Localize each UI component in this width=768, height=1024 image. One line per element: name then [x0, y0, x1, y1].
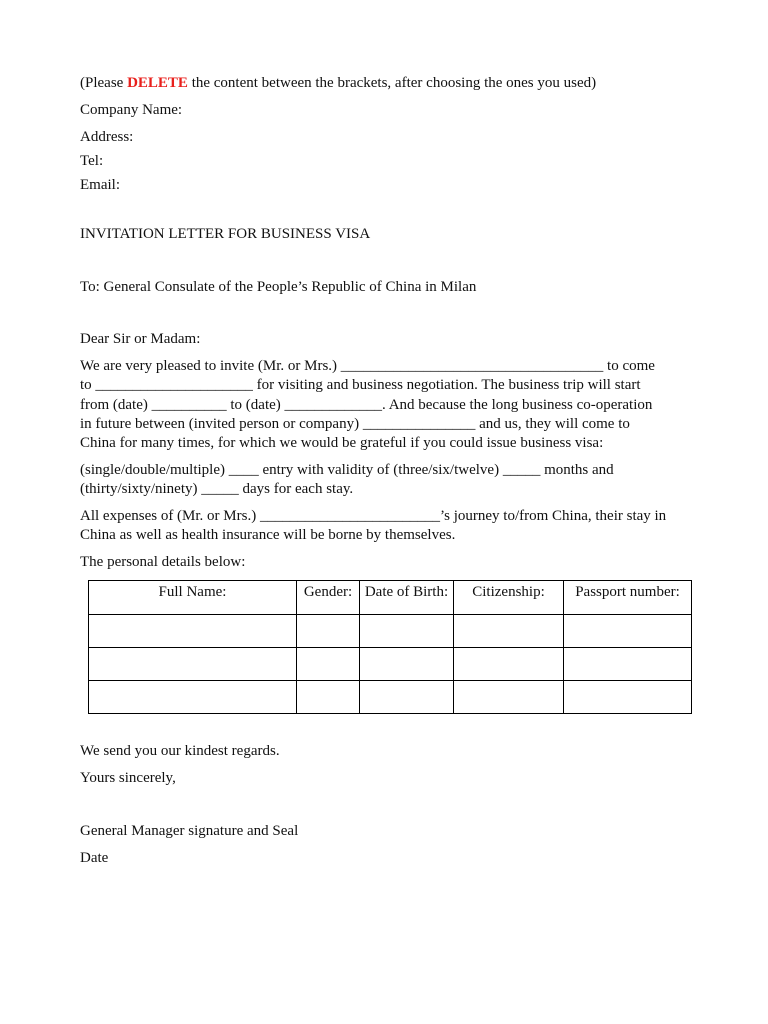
table-cell-date-of-birth[interactable]	[360, 681, 454, 714]
table-cell-gender[interactable]	[297, 681, 360, 714]
table-cell-passport-number[interactable]	[564, 681, 692, 714]
paragraph1-line: We are very pleased to invite (Mr. or Mrs.) ___________________________________ to come	[80, 358, 655, 374]
table-row	[89, 615, 692, 648]
closing-sincerely: Yours sincerely,	[80, 770, 176, 786]
table-cell-full-name[interactable]	[89, 615, 297, 648]
table-cell-full-name[interactable]	[89, 648, 297, 681]
table-row	[89, 648, 692, 681]
tel-label: Tel:	[80, 153, 104, 169]
letter-recipient: To: General Consulate of the People’s Republic of China in Milan	[80, 279, 477, 295]
instruction-note	[80, 74, 596, 93]
table-cell-citizenship[interactable]	[454, 648, 564, 681]
table-cell-date-of-birth[interactable]	[360, 648, 454, 681]
table-cell-passport-number[interactable]	[564, 615, 692, 648]
company-name-label: Company Name:	[80, 102, 183, 118]
paragraph1-line: China for many times, for which we would be grateful if you could issue business visa:	[80, 435, 604, 451]
paragraph2-line: (single/double/multiple) ____ entry with validity of (three/six/twelve) _____ months and	[80, 462, 614, 478]
table-cell-citizenship[interactable]	[454, 615, 564, 648]
instruction-delete-keyword: DELETE	[127, 75, 188, 91]
paragraph1-line: to _____________________ for visiting and business negotiation. The business trip will start	[80, 377, 641, 393]
header-date-of-birth: Date of Birth:	[360, 581, 454, 615]
paragraph3-line: China as well as health insurance will be borne by themselves.	[80, 527, 456, 543]
header-passport-number: Passport number:	[564, 581, 692, 615]
table-cell-passport-number[interactable]	[564, 648, 692, 681]
email-label: Email:	[80, 177, 120, 193]
table-row	[89, 681, 692, 714]
signature-label: General Manager signature and Seal	[80, 823, 299, 839]
paragraph3-line: All expenses of (Mr. or Mrs.) ________________________’s journey to/from China, their stay in	[80, 508, 667, 524]
paragraph1-line: from (date) __________ to (date) _____________. And because the long business co-operation	[80, 397, 653, 413]
header-citizenship: Citizenship:	[454, 581, 564, 615]
personal-details-table	[88, 580, 692, 714]
table-cell-gender[interactable]	[297, 648, 360, 681]
table-cell-gender[interactable]	[297, 615, 360, 648]
table-cell-full-name[interactable]	[89, 681, 297, 714]
header-full-name: Full Name:	[89, 581, 297, 615]
header-gender: Gender:	[297, 581, 360, 615]
table-cell-citizenship[interactable]	[454, 681, 564, 714]
table-cell-date-of-birth[interactable]	[360, 615, 454, 648]
address-label: Address:	[80, 129, 134, 145]
paragraph1-line: in future between (invited person or company) _______________ and us, they will come to	[80, 416, 630, 432]
letter-salutation: Dear Sir or Madam:	[80, 331, 201, 347]
details-intro: The personal details below:	[80, 554, 246, 570]
instruction-note-prefix: (Please	[80, 75, 128, 91]
date-label: Date	[80, 850, 109, 866]
letter-title: INVITATION LETTER FOR BUSINESS VISA	[80, 226, 371, 242]
closing-regards: We send you our kindest regards.	[80, 743, 280, 759]
table-header-row	[89, 581, 692, 615]
paragraph2-line: (thirty/sixty/ninety) _____ days for each stay.	[80, 481, 354, 497]
instruction-note-suffix: the content between the brackets, after choosing the ones you used)	[187, 75, 597, 91]
